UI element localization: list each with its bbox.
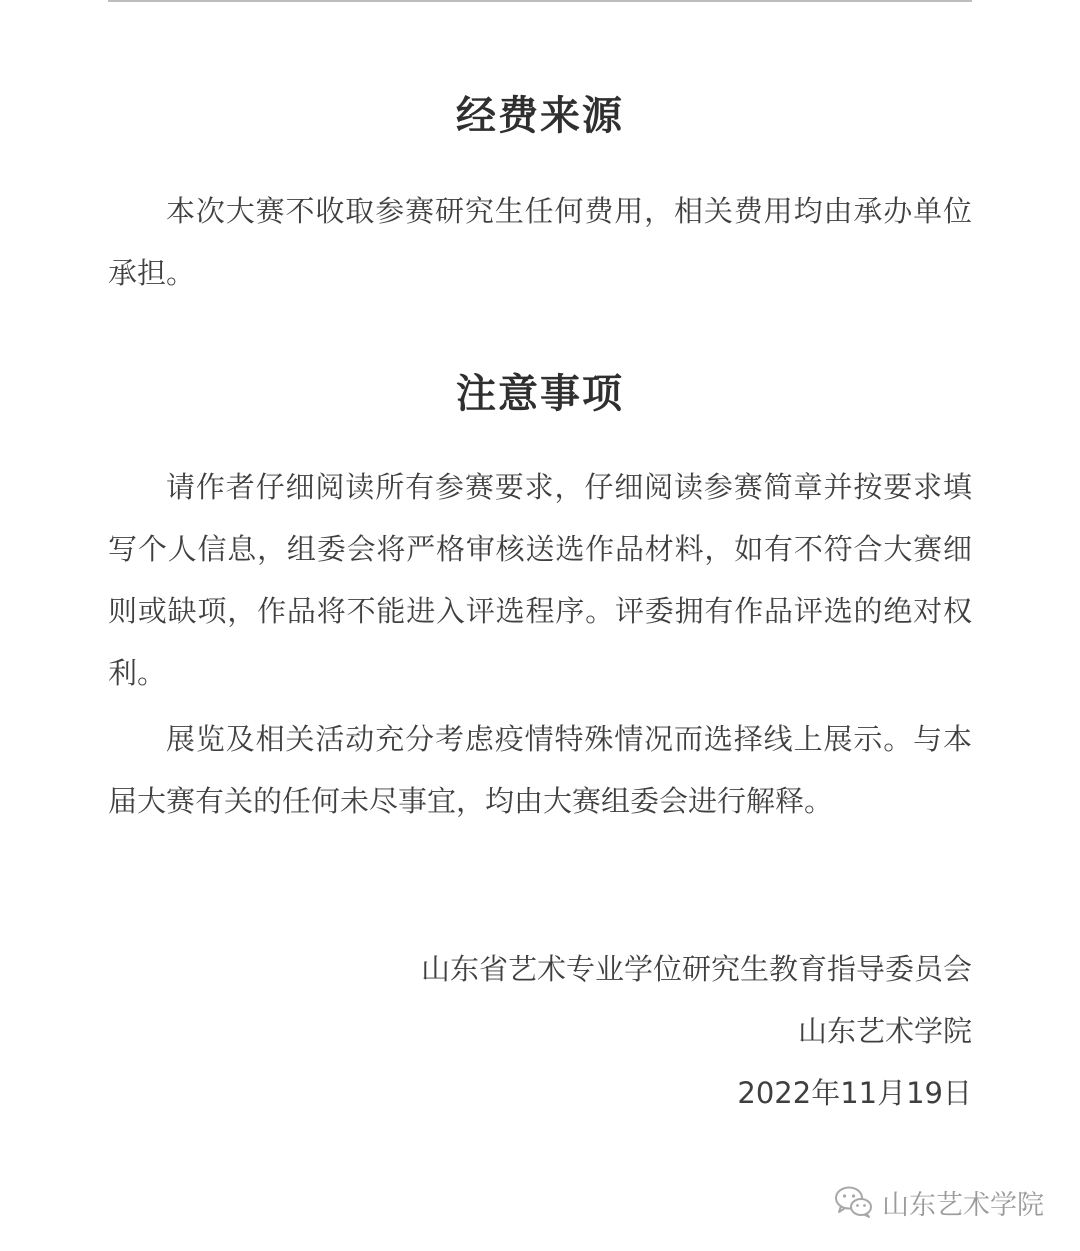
notes-paragraph-1: 请作者仔细阅读所有参赛要求，仔细阅读参赛简章并按要求填写个人信息，组委会将严格审核送选作品材料，如有不符合大赛细则或缺项，作品将不能进入评选程序。评委拥有作品评选的绝对权利。 bbox=[108, 470, 972, 690]
notes-paragraph-2: 展览及相关活动充分考虑疫情特殊情况而选择线上展示。与本届大赛有关的任何未尽事宜，均由大赛组委会进行解释。 bbox=[108, 722, 972, 818]
watermark-text: 山东艺术学院 bbox=[882, 1189, 1044, 1221]
section-title-funding: 经费来源 bbox=[456, 93, 624, 139]
funding-paragraph: 本次大赛不收取参赛研究生任何费用，相关费用均由承办单位承担。 bbox=[108, 194, 972, 290]
signature-org-committee: 山东省艺术专业学位研究生教育指导委员会 bbox=[420, 952, 972, 986]
wechat-watermark bbox=[834, 1180, 1044, 1224]
signature-org-academy: 山东艺术学院 bbox=[797, 1014, 972, 1048]
section-title-notes: 注意事项 bbox=[456, 371, 624, 417]
wechat-icon bbox=[834, 1185, 874, 1219]
signature-date: 2022年11月19日 bbox=[737, 1076, 972, 1110]
top-divider bbox=[108, 0, 972, 2]
